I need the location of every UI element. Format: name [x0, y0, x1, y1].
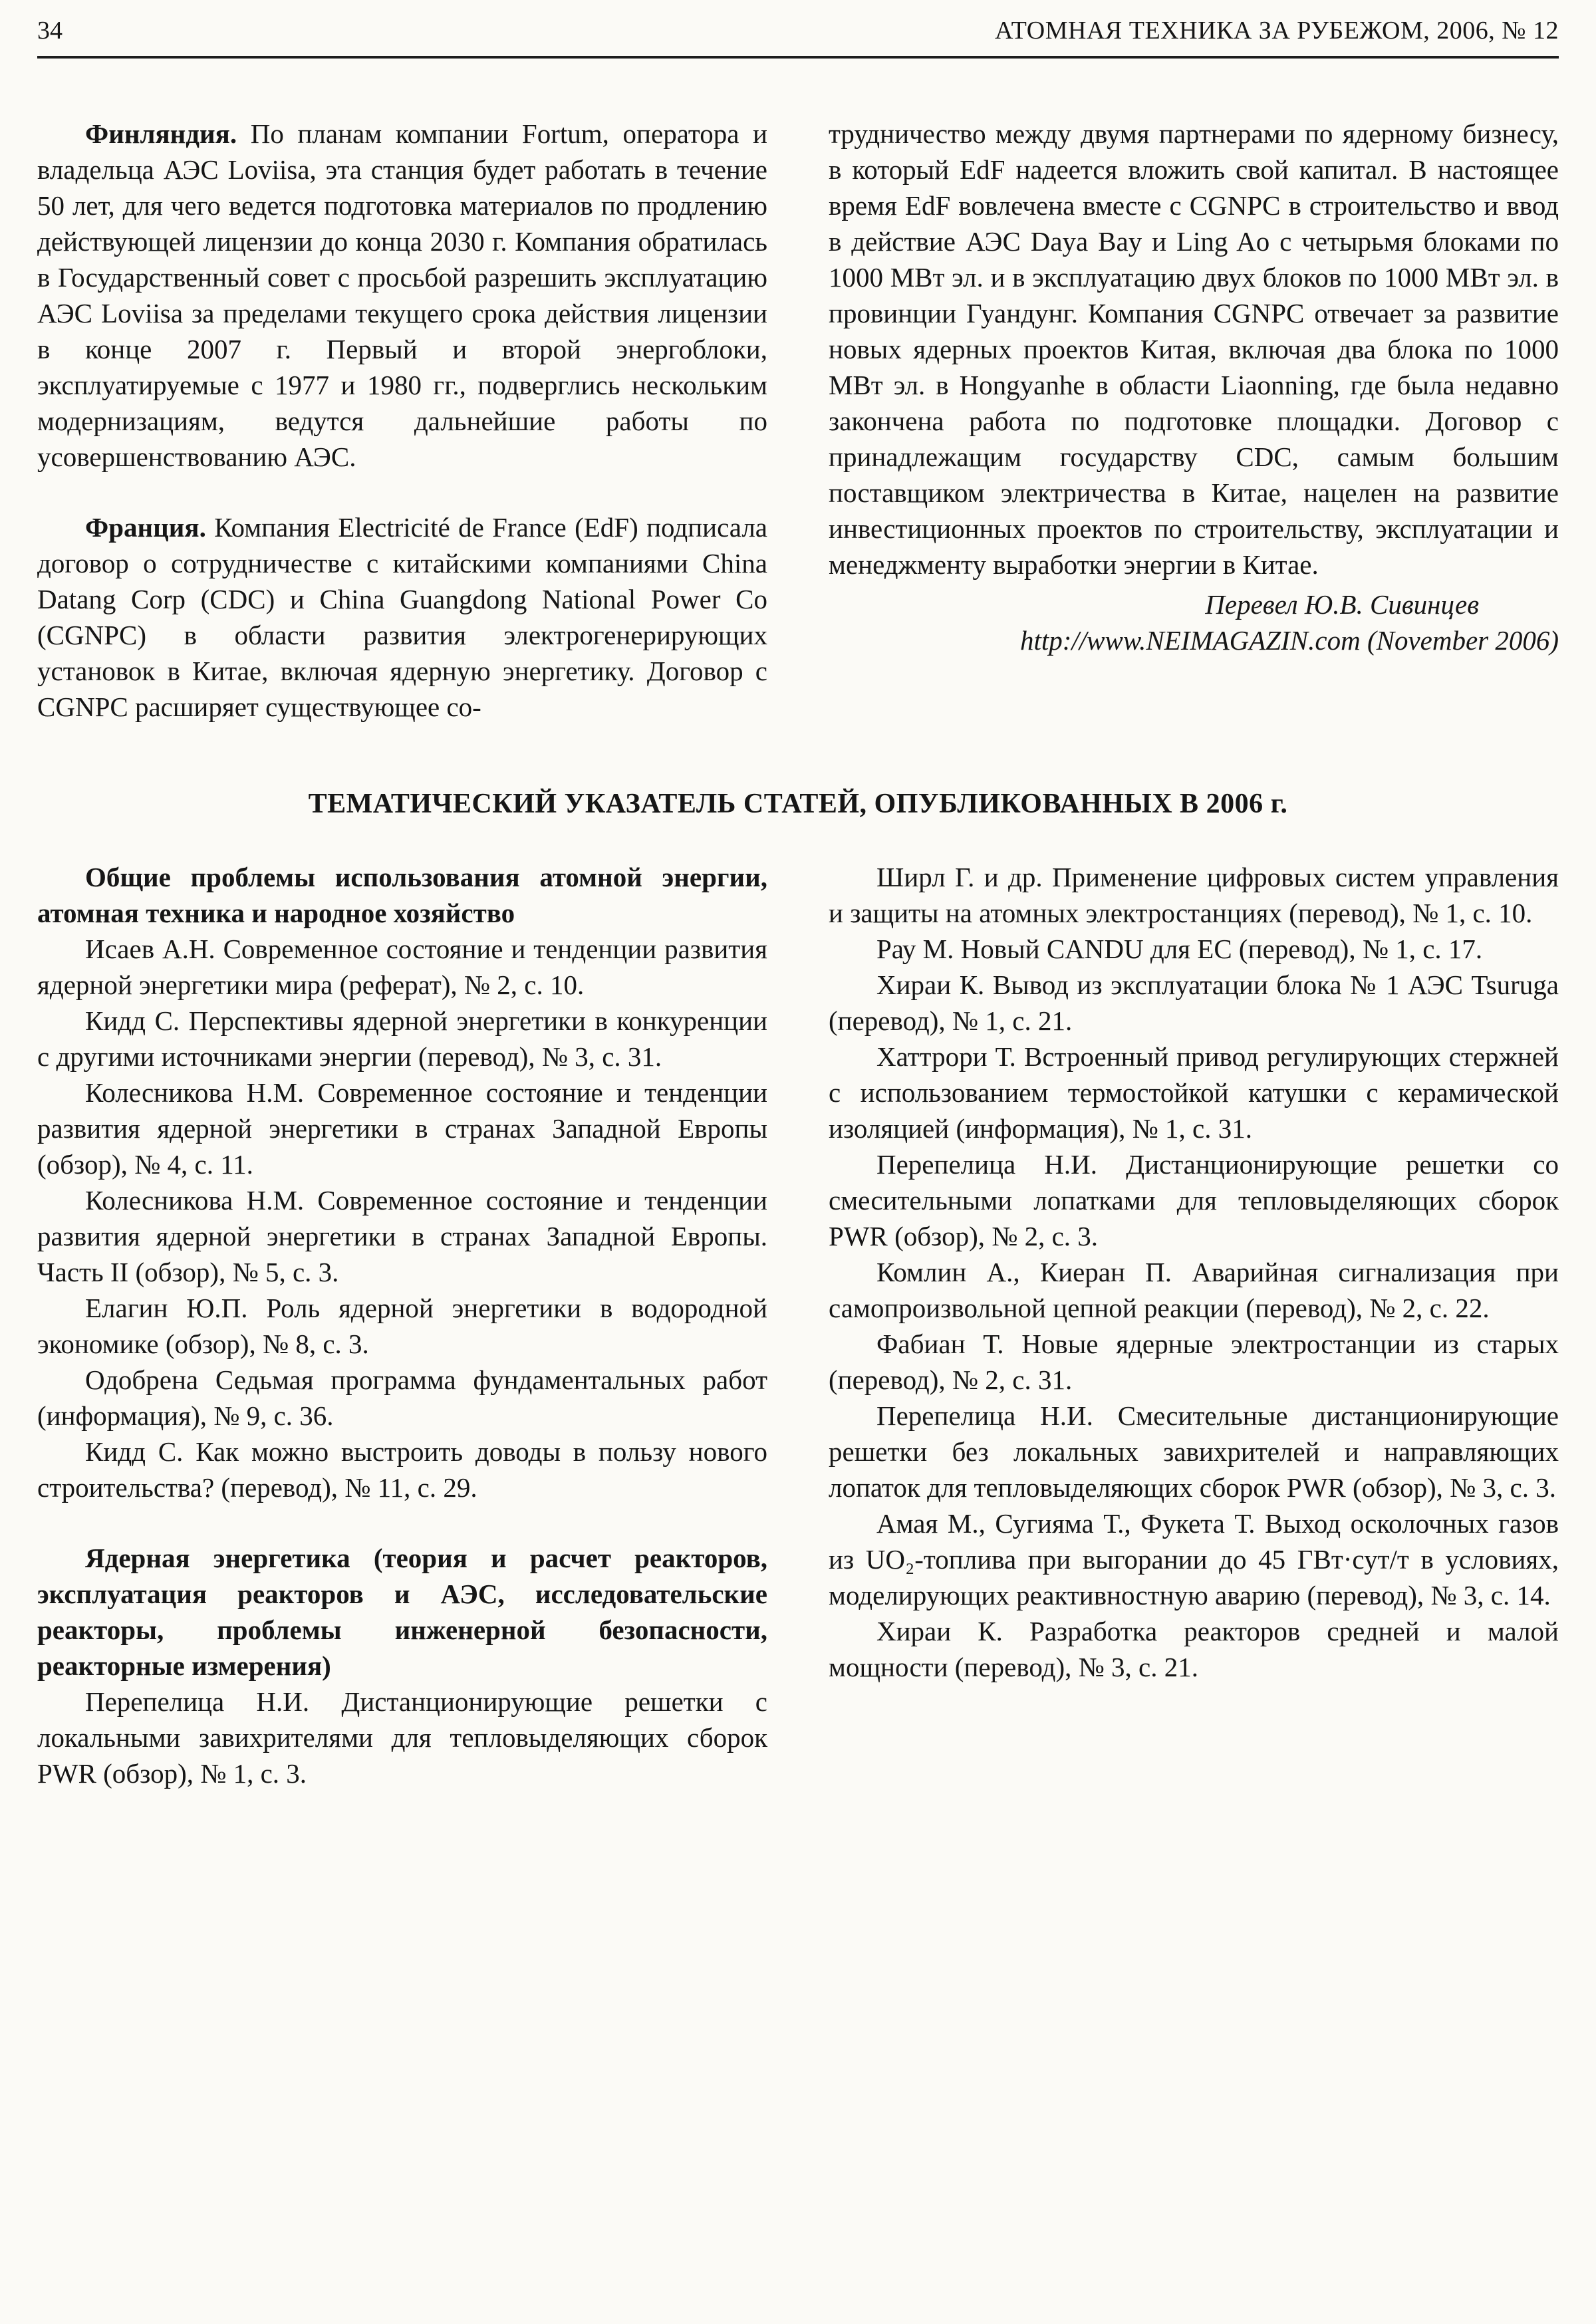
translator-credit: Перевел Ю.В. Сивинцев — [1205, 588, 1479, 620]
index-entry: Елагин Ю.П. Роль ядерной энергетики в водородной экономике (обзор), № 8, с. 3. — [37, 1292, 767, 1359]
index-entry: Одобрена Седьмая программа фундаментальных работ (информация), № 9, с. 36. — [37, 1364, 767, 1431]
index-entry: Фабиан Т. Новые ядерные электростанции из старых (перевод), № 2, с. 31. — [829, 1328, 1559, 1395]
index-entry: Перепелица Н.И. Смесительные дистанционирующие решетки без локальных завихрителей и направляющих лопаток для тепловыделяющих сборок PWR (обзор), № 3, с. 3. — [829, 1400, 1559, 1503]
index-section-heading: Общие проблемы использования атомной энергии, атомная техника и народное хозяйство — [37, 861, 767, 928]
index-entry: Кидд С. Как можно выстроить доводы в пользу нового строительства? (перевод), № 11, с. 29. — [37, 1436, 767, 1503]
index-right-column — [829, 859, 1559, 1791]
news-paragraph: Финляндия. По планам компании Fortum, оператора и владельца АЭС Loviisa, эта станция будет работать в течение 50 лет, для чего ведется подготовка материалов по продлению действующей лицензии до конца 2030 г. Компания обратилась в Государственный совет с просьбой разрешить эксплуатацию АЭС Loviisa за пределами текущего срока действия лицензии в конце 2007 г. Первый и второй энергоблоки, эксплуатируемые с 1977 и 1980 гг., подверглись нескольким модернизациям, ведутся дальнейшие работы по усовершенствованию АЭС. — [37, 118, 767, 472]
index-entry: Ширл Г. и др. Применение цифровых систем управления и защиты на атомных электростанциях (перевод), № 1, с. 10. — [829, 861, 1559, 928]
paragraph-lead: Франция. — [85, 511, 215, 543]
news-section — [37, 116, 1559, 725]
news-paragraph: Франция. Компания Electricité de France (EdF) подписала договор о сотрудничестве с китайскими компаниями China Datang Corp (CDC) и China Guangdong National Power Co (CGNPC) в области развития электрогенерирующих установок в Китае, включая ядерную энергетику. Договор с CGNPC расширяет существующее со- — [37, 511, 767, 722]
index-entry: Перепелица Н.И. Дистанционирующие решетки с локальными завихрителями для тепловыделяющих сборок PWR (обзор), № 1, с. 3. — [37, 1686, 767, 1789]
header-divider — [37, 56, 1559, 59]
source-reference: http://www.NEIMAGAZIN.com (November 2006) — [1019, 624, 1559, 656]
index-entry: Хаттрори Т. Встроенный привод регулирующих стержней с использованием термостойкой катушки с керамической изоляцией (информация), № 1, с. 31. — [829, 1041, 1559, 1144]
index-entry: Хираи К. Разработка реакторов средней и малой мощности (перевод), № 3, с. 21. — [829, 1615, 1559, 1682]
page-header — [37, 0, 1559, 45]
index-entry: Хираи К. Вывод из эксплуатации блока № 1 АЭС Tsuruga (перевод), № 1, с. 21. — [829, 969, 1559, 1036]
index-title: ТЕМАТИЧЕСКИЙ УКАЗАТЕЛЬ СТАТЕЙ, ОПУБЛИКОВАННЫХ В 2006 г. — [308, 788, 1288, 819]
index-entry: Комлин А., Киеран П. Аварийная сигнализация при самопроизвольной цепной реакции (перевод), № 2, с. 22. — [829, 1256, 1559, 1323]
paragraph-lead: Финляндия. — [85, 118, 251, 149]
index-entry: Исаев А.Н. Современное состояние и тенденции развития ядерной энергетики мира (реферат), № 2, с. 10. — [37, 933, 767, 1000]
index-entry: Колесникова Н.М. Современное состояние и тенденции развития ядерной энергетики в странах Западной Европы. Часть II (обзор), № 5, с. 3. — [37, 1184, 767, 1287]
index-entry: Кидд С. Перспективы ядерной энергетики в конкуренции с другими источниками энергии (перевод), № 3, с. 31. — [37, 1005, 767, 1072]
news-right-paragraphs — [829, 116, 1559, 582]
index-left-column — [37, 859, 767, 1791]
index-section-heading: Ядерная энергетика (теория и расчет реакторов, эксплуатация реакторов и АЭС, исследовательские реакторы, проблемы инженерной безопасности, реакторные измерения) — [37, 1542, 767, 1681]
news-paragraph: трудничество между двумя партнерами по ядерному бизнесу, в который EdF надеется вложить свой капитал. В настоящее время EdF вовлечена вместе с CGNPC в строительство и ввод в действие АЭС Daya Bay и Ling Ao с четырьмя блоками по 1000 МВт эл. и в эксплуатацию двух блоков по 1000 МВт эл. в провинции Гуандунг. Компания CGNPC отвечает за развитие новых ядерных проектов Китая, включая два блока по 1000 МВт эл. в Hongyanhe в области Liaonning, где была недавно закончена работа по подготовке площадки. Договор с принадлежащим государству CDC, самым большим поставщиком электричества в Китае, нацелен на развитие инвестиционных проектов по строительству, эксплуатации и менеджменту выработки энергии в Китае. — [829, 118, 1559, 580]
index-section — [37, 859, 1559, 1791]
page-number: 34 — [37, 17, 63, 45]
journal-title: АТОМНАЯ ТЕХНИКА ЗА РУБЕЖОМ, 2006, № 12 — [994, 17, 1559, 45]
index-entry: Рау М. Новый CANDU для ЕС (перевод), № 1, с. 17. — [876, 933, 1483, 964]
index-entry: Амая М., Сугияма Т., Фукета Т. Выход осколочных газов из UO₂-топлива при выгорании до 45 ГВт·сут/т в условиях, моделирующих реактивностную аварию (перевод), № 3, с. 14. — [829, 1507, 1559, 1611]
news-right-column — [829, 116, 1559, 725]
index-entry: Перепелица Н.И. Дистанционирующие решетки со смесительными лопатками для тепловыделяющих сборок PWR (обзор), № 2, с. 3. — [829, 1148, 1559, 1251]
news-left-column — [37, 116, 767, 725]
index-entry: Колесникова Н.М. Современное состояние и тенденции развития ядерной энергетики в странах Западной Европы (обзор), № 4, с. 11. — [37, 1077, 767, 1180]
